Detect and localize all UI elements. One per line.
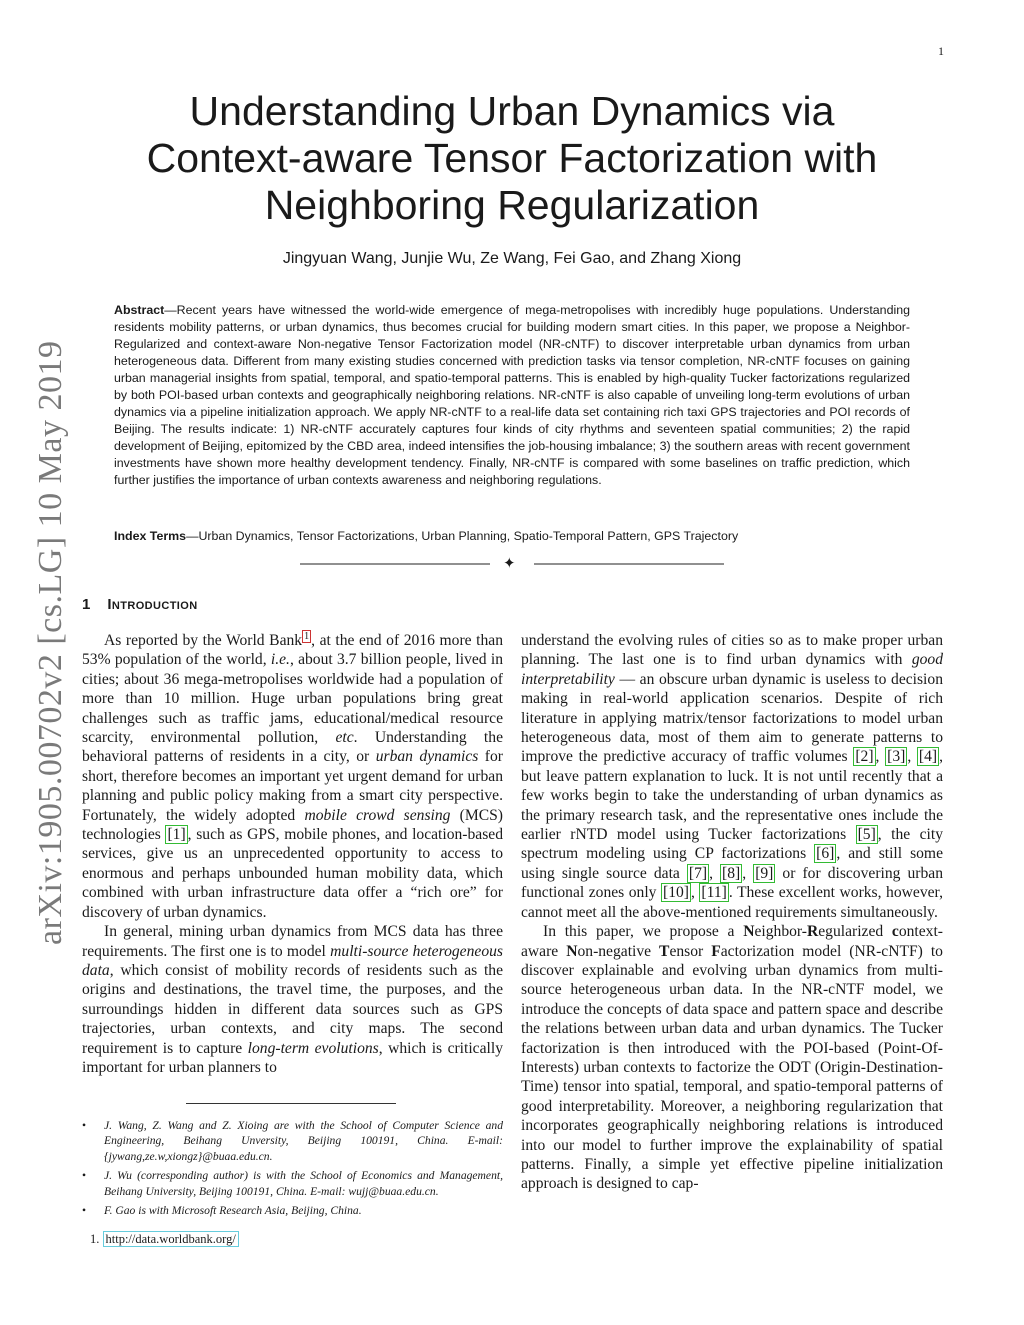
arxiv-identifier: arXiv:1905.00702v2 [cs.LG] 10 May 2019 (32, 340, 69, 945)
bullet-icon: • (82, 1119, 87, 1132)
section-number: 1 (82, 596, 91, 613)
paragraph: In general, mining urban dynamics from MCS data has three requirements. The first one is to model multi-source heterogeneous data, which consist of mobility records of residents such as the origins and destinations, the travel time, the purposes, and the surroundings hidden in different data sources such as GPS trajectories, urban contexts, and city maps. The second requirement is to capture long-term evolutions, which is critically important for urban planners to (82, 923, 503, 1076)
footnote-url-link[interactable]: http://data.worldbank.org/ (103, 1231, 239, 1247)
citation-link[interactable]: [9] (755, 864, 774, 882)
affiliation-item: • J. Wang, Z. Wang and Z. Xioing are with the School of Computer Science and Engineering, Beihang Unversity, Beijing 100191, China. E-mail: {jywang,ze.w,xiongz}@buaa.edu.cn. (82, 1119, 503, 1163)
left-column (82, 631, 503, 1077)
paragraph: understand the evolving rules of cities so as to make proper urban planning. The last one is to find urban dynamics with good interpretability — an obscure urban dynamic is useless to decision making in real-world application scenarios. Despite of rich literature in applying matrix/tensor factorizations to model urban heterogeneous data, most of them aim to generate patterns to improve the predictive accuracy of traffic volumes [2] , [3] , [4] , but leave pattern explanation to luck. It is not until recently that a few works begin to take the understanding of urban dynamics as the primary research task, and the representative ones include the earlier rNTD model using Tucker factorizations [5] , the city spectrum modeling using CP factorizations [6] , and still some using single source data [7] , [8] , [9] or for discovering urban functional zones only [10] , [11] . These excellent works, however, cannot meet all the above-mentioned requirements simultaneously. (521, 632, 944, 921)
index-terms (114, 528, 910, 545)
citation-link[interactable]: [7] (688, 864, 708, 882)
paper-title (112, 88, 912, 229)
title-line-1: Understanding Urban Dynamics via (189, 88, 835, 134)
bullet-icon: • (82, 1204, 87, 1218)
citation-link[interactable]: [3] (887, 748, 906, 766)
page-number: 1 (938, 44, 944, 58)
abstract-text: —Recent years have witnessed the world-wide emergence of mega-metropolises with incredibly huge populations. Understanding residents mobility patterns, or urban dynamics, thus becomes crucial for building modern smart cities. In this paper, we propose a Neighbor-Regularized and context-aware Non-negative Tensor Factorization model (NR-cNTF) to discover interpretable urban dynamics from urban heterogeneous data. Different from many existing studies concerned with prediction tasks via tensor completion, NR-cNTF focuses on gaining urban managerial insights from spatial, temporal, and spatio-temporal patterns. This is enabled by high-quality Tucker factorizations regularized by both POI-based urban contexts and geographically neighboring relations. NR-cNTF is also capable of unveiling long-term evolutions of urban dynamics via a pipeline initialization approach. We apply NR-cNTF to a real-life data set containing rich taxi GPS trajectories and POI records of Beijing. The results indicate: 1) NR-cNTF accurately captures four kinds of city rhythms and seventeen spatial communities; 2) the rapid development of Beijing, epitomized by the CBD area, indeed intensifies the job-housing imbalance; 3) the southern areas with recent government investments have shown more healthy development tendency. Finally, NR-cNTF is compared with some baselines on traffic prediction, which further justifies the importance of urban contexts awareness and neighboring regulations. (114, 303, 910, 487)
affiliation-item: • F. Gao is with Microsoft Research Asia, Beijing, China. (82, 1204, 362, 1218)
citation-link[interactable]: [11] (701, 884, 727, 902)
abstract (114, 302, 910, 489)
bullet-icon: • (82, 1169, 87, 1183)
index-terms-text: —Urban Dynamics, Tensor Factorizations, Urban Planning, Spatio-Temporal Pattern, GPS Trajectory (186, 529, 739, 543)
citation-link[interactable]: [1] (167, 826, 186, 844)
right-column (521, 631, 943, 1194)
title-line-3: Neighboring Regularization (264, 182, 760, 228)
title-line-2: Context-aware Tensor Factorization with (146, 135, 878, 181)
index-terms-label: Index Terms (114, 529, 187, 543)
footnote-rule (186, 1103, 396, 1104)
section-separator (300, 555, 724, 573)
citation-link[interactable]: [5] (857, 826, 876, 844)
citation-link[interactable]: [6] (816, 845, 835, 863)
citation-link[interactable]: [8] (722, 864, 741, 882)
citation-link[interactable]: [4] (918, 748, 938, 766)
citation-link[interactable]: [2] (855, 748, 874, 766)
citation-link[interactable]: [10] (663, 884, 689, 902)
affiliation-list (82, 1118, 503, 1222)
footnote (90, 1232, 239, 1247)
separator-diamond-icon: ✦ (503, 554, 516, 572)
paragraph: As reported by the World Bank $^1$ , at the end of 2016 more than 53% population of the world, i.e., about 3.7 billion people, lived in cities; about 36 mega-metropolises worldwide had a population of more than 10 million. Huge urban populations bring great challenges such as traffic jams, educational/medical resource scarcity, environmental pollution, etc. Understanding the behavioral patterns of residents in a city, or urban dynamics for short, therefore becomes an important yet urgent demand for urban planning and public policy making from a smart city perspective. Fortunately, the widely adopted mobile crowd sensing (MCS) technologies [1] , such as GPS, mobile phones, and location-based services, give us an unprecedented opportunity to access to enormous and perhaps unbounded human mobility data, which combined with urban infrastructure data offer a “rich ore” for discovery of urban dynamics. (82, 630, 503, 921)
footnote-marker[interactable]: 1 (304, 630, 310, 642)
footnote-number: 1. (90, 1232, 100, 1246)
affiliation-item: • J. Wu (corresponding author) is with the School of Economics and Management, Beihang University, Beijing 100191, China. E-mail: wujj@buaa.edu.cn. (82, 1169, 503, 1198)
paragraph: In this paper, we propose a Neighbor-Regularized context-aware Non-negative Tensor Factorization model (NR-cNTF) to discover explainable and evolving urban dynamics from multi-source heterogeneous urban data. In the NR-cNTF model, we introduce the concepts of data space and pattern space and describe the relations between urban data and urban dynamics. The Tucker factorization is then introduced with the POI-based (Point-Of-Interests) urban contexts to factorize the ODT (Origin-Destination-Time) tensor into spatial, temporal, and spatio-temporal patterns of good interpretability. Moreover, a neighboring regularization that incorporates geographically neighboring relations is introduced into our model to further improve the explainability of spatial patterns. Finally, a simple yet effective pipeline initialization approach is designed to cap- (521, 923, 943, 1193)
author-list: Jingyuan Wang, Junjie Wu, Ze Wang, Fei Gao, and Zhang Xiong (282, 250, 742, 267)
section-title: Introduction (107, 596, 198, 613)
section-heading (82, 596, 198, 613)
abstract-label: Abstract (114, 303, 165, 317)
